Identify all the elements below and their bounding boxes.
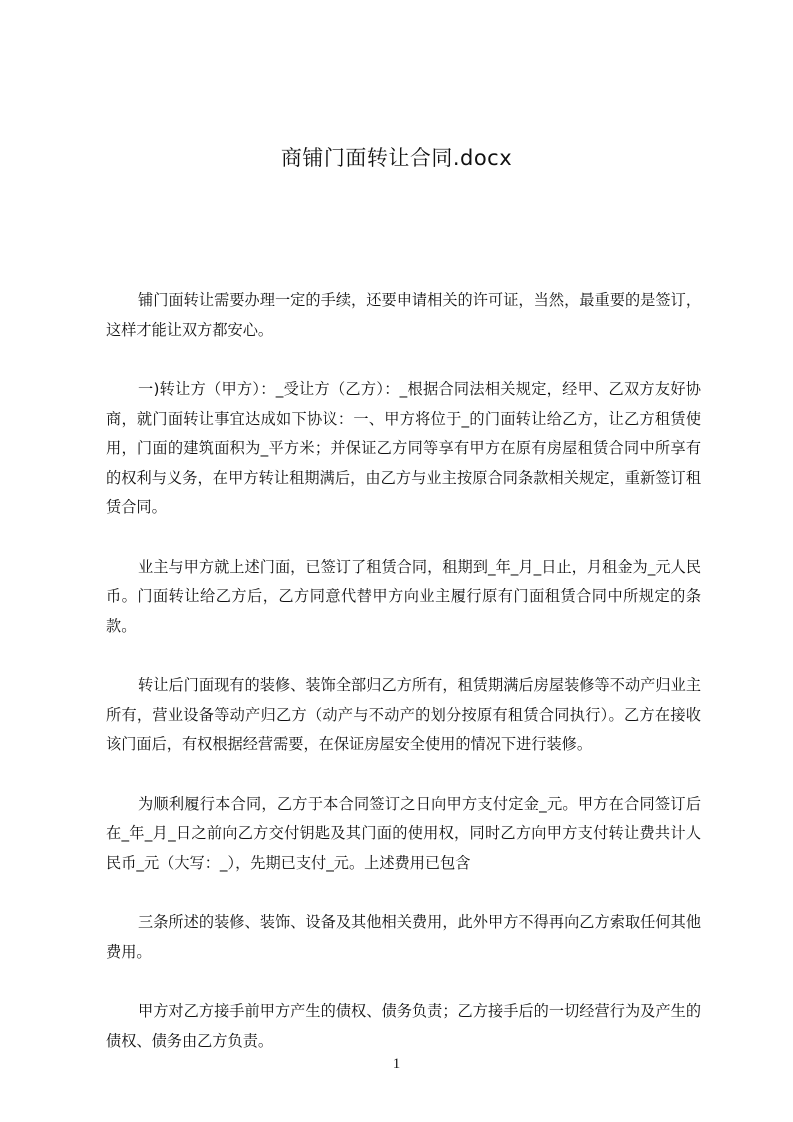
paragraph-debts: 甲方对乙方接手前甲方产生的债权、债务负责；乙方接手后的一切经营行为及产生的债权、债务由乙方负责。 (106, 1002, 701, 1050)
document-title: 商铺门面转让合同.docx (280, 146, 513, 170)
page-number: 1 (392, 1056, 401, 1072)
paragraph-renovation: 转让后门面现有的装修、装饰全部归乙方所有，租赁期满后房屋装修等不动产归业主所有，营业设备等动产归乙方（动产与不动产的划分按原有租赁合同执行）。乙方在接收该门面后，有权根据经营需要，在保证房屋安全使用的情况下进行装修。 (106, 676, 701, 753)
paragraph-parties-and-clause-one: 一)转让方（甲方）：_受让方（乙方）：_根据合同法相关规定，经甲、乙双方友好协商，就门面转让事宜达成如下协议：一、甲方将位于_的门面转让给乙方，让乙方租赁使用，门面的建筑面积为_平方米；并保证乙方同等享有甲方在原有房屋租赁合同中所享有的权利与义务，在甲方转让租期满后，由乙方与业主按原合同条款相关规定，重新签订租赁合同。 (106, 380, 701, 516)
paragraph-payment: 为顺利履行本合同，乙方于本合同签订之日向甲方支付定金_元。甲方在合同签订后在_年_月_日之前向乙方交付钥匙及其门面的使用权，同时乙方向甲方支付转让费共计人民币_元（大写：_），先期已支付_元。上述费用已包含 (106, 794, 701, 872)
document-body (106, 286, 701, 1086)
paragraph-lease-terms: 业主与甲方就上述门面，已签订了租赁合同，租期到_年_月_日止，月租金为_元人民币。门面转让给乙方后，乙方同意代替甲方向业主履行原有门面租赁合同中所规定的条款。 (106, 557, 701, 635)
paragraph-intro: 铺门面转让需要办理一定的手续，还要申请相关的许可证，当然，最重要的是签订，这样才能让双方都安心。 (106, 291, 701, 339)
paragraph-fees-included: 三条所述的装修、装饰、设备及其他相关费用，此外甲方不得再向乙方索取任何其他费用。 (106, 913, 701, 961)
